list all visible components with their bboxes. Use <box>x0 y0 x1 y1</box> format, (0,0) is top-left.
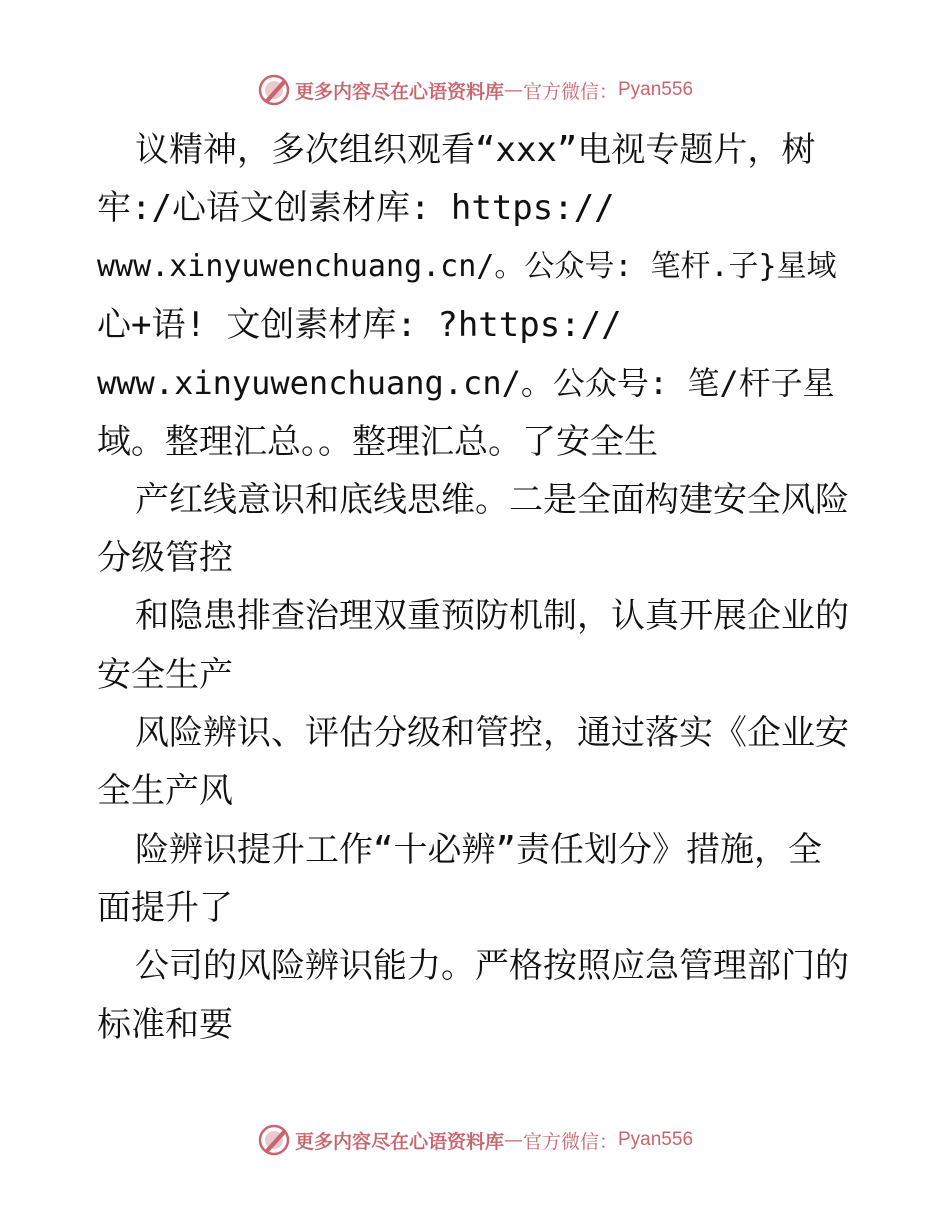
text-line: 议精神，多次组织观看“xxx”电视专题片，树 <box>135 130 816 170</box>
footer-banner-label: 官方微信： <box>522 1130 618 1153</box>
text-line: 公司的风险辨识能力。严格按照应急管理部门的 <box>135 946 849 987</box>
text-line: www.xinyuwenchuang.cn/。公众号: 笔杆.子}星域 <box>97 248 837 284</box>
text-line: 和隐患排查治理双重预防机制，认真开展企业的 <box>135 596 849 637</box>
header-banner-text: 更多内容尽在心语资料库 <box>294 80 504 103</box>
text-line: 险辨识提升工作“十必辨”责任划分》措施，全 <box>135 829 822 870</box>
text-line: 产红线意识和底线思维。二是全面构建安全风险 <box>135 479 849 520</box>
footer-banner <box>0 1120 950 1160</box>
text-line: 心+语! 文创素材库: ?https:// <box>97 304 622 345</box>
text-line: 标准和要 <box>97 1004 233 1045</box>
text-line: 安全生产 <box>97 654 233 695</box>
footer-banner-separator: — <box>503 1129 523 1151</box>
header-banner-wechat-id: Pyan556 <box>618 79 694 100</box>
footer-banner-text: 更多内容尽在心语资料库 <box>294 1130 504 1153</box>
text-line: www.xinyuwenchuang.cn/。公众号: 笔/杆子星 <box>97 364 835 403</box>
text-line: 风险辨识、评估分级和管控，通过落实《企业安 <box>135 713 849 753</box>
pen-logo-icon <box>257 1123 291 1157</box>
header-banner-label: 官方微信： <box>522 80 618 103</box>
text-line: 域。整理汇总。。整理汇总。了安全生 <box>97 421 658 462</box>
text-line: 面提升了 <box>97 887 233 928</box>
pen-logo-icon <box>257 73 291 107</box>
footer-banner-wechat-id: Pyan556 <box>618 1129 694 1150</box>
header-banner <box>0 70 950 110</box>
text-line: 全生产风 <box>97 771 233 812</box>
header-banner-separator: — <box>503 79 523 101</box>
text-line: 分级管控 <box>97 538 233 579</box>
text-line: 牢:/心语文创素材库: https:// <box>97 188 615 229</box>
